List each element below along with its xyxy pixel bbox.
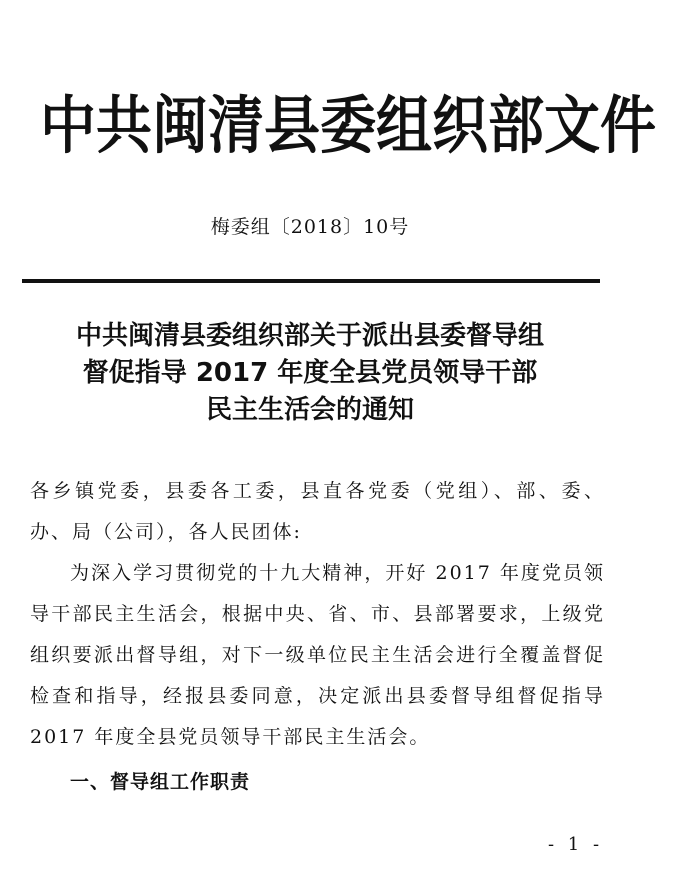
notice-title-line-2: 督促指导 2017 年度全县党员领导干部 — [82, 358, 538, 388]
notice-title-line-1: 中共闽清县委组织部关于派出县委督导组 — [75, 321, 544, 351]
section-heading: 一、督导组工作职责 — [70, 771, 251, 793]
header-divider — [22, 279, 600, 283]
body-paragraph: 为深入学习贯彻党的十九大精神，开好 2017 年度党员领导干部民主生活会，根据中央、省、市、县部署要求，上级党组织要派出督导组，对下一级单位民主生活会进行全覆盖督促检查和指导，经报县委同意，决定派出县委督导组督促指导 2017 年度全县党员领导干部民主生活会。 — [30, 562, 605, 748]
salutation: 各乡镇党委，县委各工委，县直各党委（党组）、部、委、办、局（公司），各人民团体: — [30, 480, 605, 543]
document-number: 梅委组〔2018〕10号 — [210, 216, 410, 238]
page-number: - 1 - — [548, 834, 604, 855]
document-header-title: 中共闽清县委组织部文件 — [40, 89, 656, 163]
notice-title-line-3: 民主生活会的通知 — [205, 395, 414, 425]
notice-body — [30, 471, 605, 806]
notice-title — [0, 318, 620, 429]
